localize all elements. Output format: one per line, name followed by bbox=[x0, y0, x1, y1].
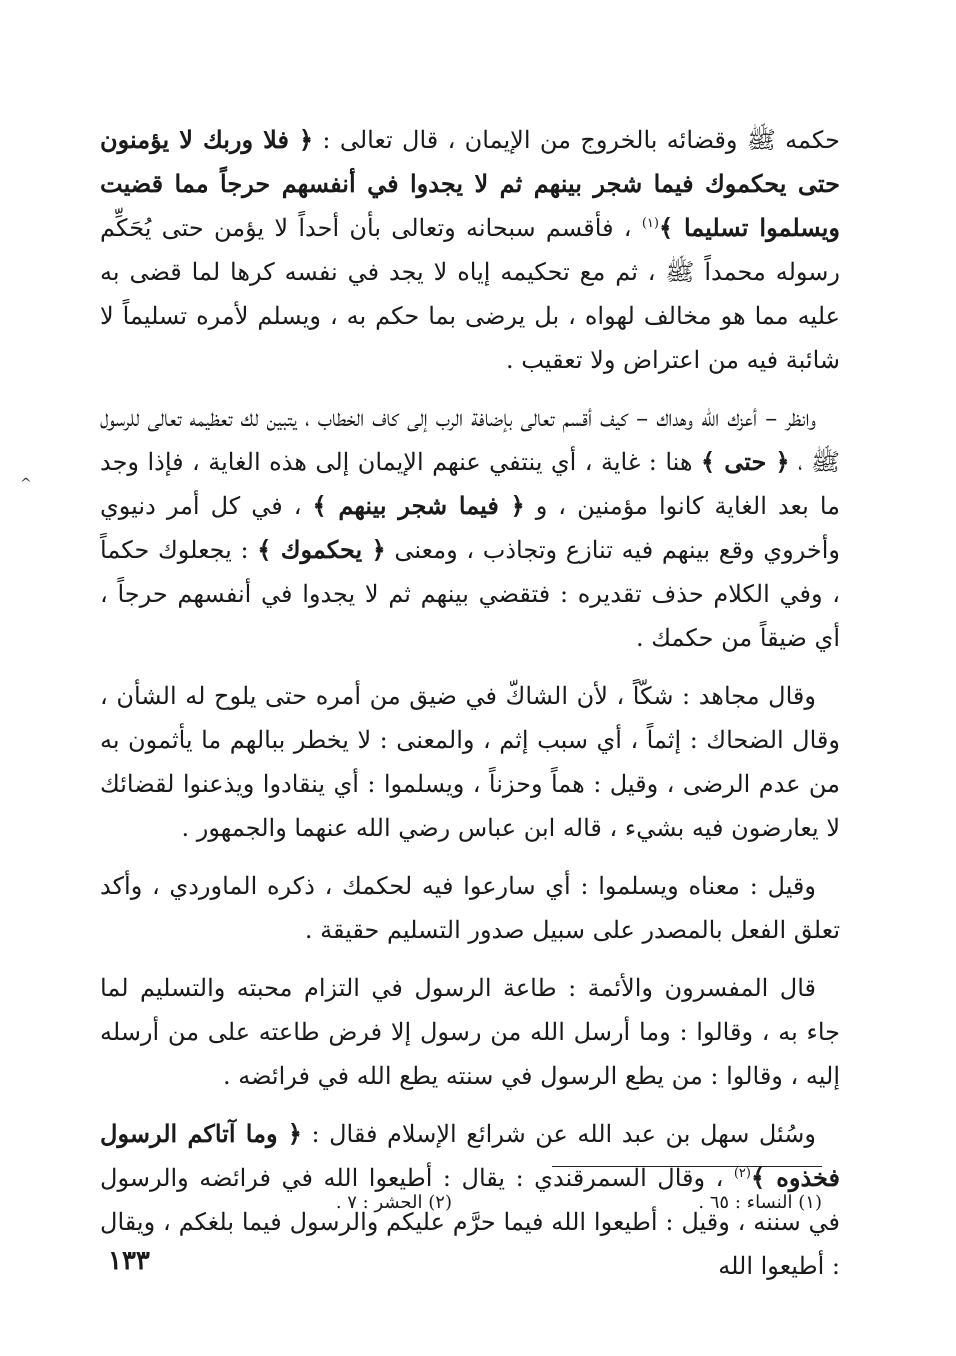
footnote-divider bbox=[552, 1166, 822, 1167]
quran-verse: ﴿ وما آتاكم الرسول فخذوه ﴾ bbox=[100, 1119, 840, 1192]
footnote-ref[interactable]: (١) bbox=[641, 216, 659, 231]
text-run: وقيل : معناه ويسلموا : أي سارعوا فيه لحكمك ، ذكره الماوردي ، وأكد تعلق الفعل بالمصدر على سبيل صدور التسليم حقيقة . bbox=[100, 872, 840, 944]
text-run: ، في كل أمر دنيوي وأخروي وقع بينهم فيه تنازع وتجاذب ، ومعنى bbox=[100, 492, 840, 564]
paragraph-4 bbox=[100, 864, 840, 952]
footnote-2: (٢) الحشر : ٧ . bbox=[335, 1192, 452, 1213]
text-run: ، فأقسم سبحانه وتعالى بأن أحداً لا يؤمن حتى يُحَكِّم رسوله محمداً ﷺ ، ثم مع تحكيمه إياه لا يجد في نفسه كرها لما قضى به عليه مما هو مخالف لهواه ، بل يرضى بما حكم به ، ويسلم لأمره تسليماً لا شائبة فيه من اعتراض ولا تعقيب . bbox=[100, 214, 840, 374]
text-run: ، وقال السمرقندي : يقال : أطيعوا الله في فرائضه والرسول في سننه ، وقيل : أطيعوا الله فيما حرَّم عليكم والرسول فيما بلغكم ، ويقال : أطيعوا الله bbox=[100, 1164, 840, 1280]
text-run: قال المفسرون والأئمة : طاعة الرسول في التزام محبته والتسليم لما جاء به ، وقالوا : وما أرسل الله من رسول إلا فرض طاعته على من أرسله إليه ، وقالوا : من يطع الرسول في سنته يطع الله في فرائضه . bbox=[100, 974, 840, 1090]
quran-word: ﴿ فيما شجر بينهم ﴾ bbox=[312, 491, 525, 520]
footnote-1: (١) النساء : ٦٥ . bbox=[698, 1192, 822, 1213]
text-run: وانظر – أعزك الله وهداك – كيف أقسم تعالى بإضافة الرب إلى كاف الخطاب ، يتبين لك تعظيمه تعالى للرسول ﷺ ، bbox=[100, 404, 840, 476]
quran-word: ﴿ حتى ﴾ bbox=[700, 447, 790, 476]
text-run: وقال مجاهد : شكّاً ، لأن الشاكّ في ضيق من أمره حتى يلوح له الشأن ، وقال الضحاك : إثماً ، أي سبب إثم ، والمعنى : لا يخطر ببالهم ما يأثمون به من عدم الرضى ، وقيل : هماً وحزناً ، ويسلموا : أي ينقادوا ويذعنوا لقضائك لا يعارضون فيه بشيء ، قاله ابن عباس رضي الله عنهما والجمهور . bbox=[100, 682, 840, 842]
text-run: هنا : غاية ، أي ينتفي عنهم الإيمان إلى هذه الغاية ، فإذا وجد ما بعد الغاية كانوا مؤمنين ، و bbox=[100, 448, 840, 520]
footnotes bbox=[122, 1192, 822, 1213]
quran-verse: ﴿ فلا وربك لا يؤمنون حتى يحكموك فيما شجر بينهم ثم لا يجدوا في أنفسهم حرجاً مما قضيت ويسلموا تسليما ﴾ bbox=[100, 125, 840, 242]
page-body bbox=[100, 118, 840, 1302]
footnote-ref[interactable]: (٢) bbox=[733, 1166, 751, 1181]
text-run: وسُئل سهل بن عبد الله عن شرائع الإسلام فقال : bbox=[301, 1120, 816, 1148]
margin-mark: ^ bbox=[20, 476, 32, 492]
paragraph-5 bbox=[100, 966, 840, 1098]
text-run: : يجعلوك حكماً ، وفي الكلام حذف تقديره : فتقضي بينهم ثم لا يجدوا في أنفسهم حرجاً ، أي ضيقاً من حكمك . bbox=[100, 536, 840, 652]
paragraph-2 bbox=[100, 396, 840, 660]
paragraph-3 bbox=[100, 674, 840, 850]
page-number: ١٣٣ bbox=[108, 1246, 150, 1276]
text-run: حكمه ﷺ وقضائه بالخروج من الإيمان ، قال تعالى : bbox=[313, 126, 841, 154]
paragraph-1 bbox=[100, 118, 840, 382]
quran-word: ﴿ يحكموك ﴾ bbox=[257, 535, 386, 564]
